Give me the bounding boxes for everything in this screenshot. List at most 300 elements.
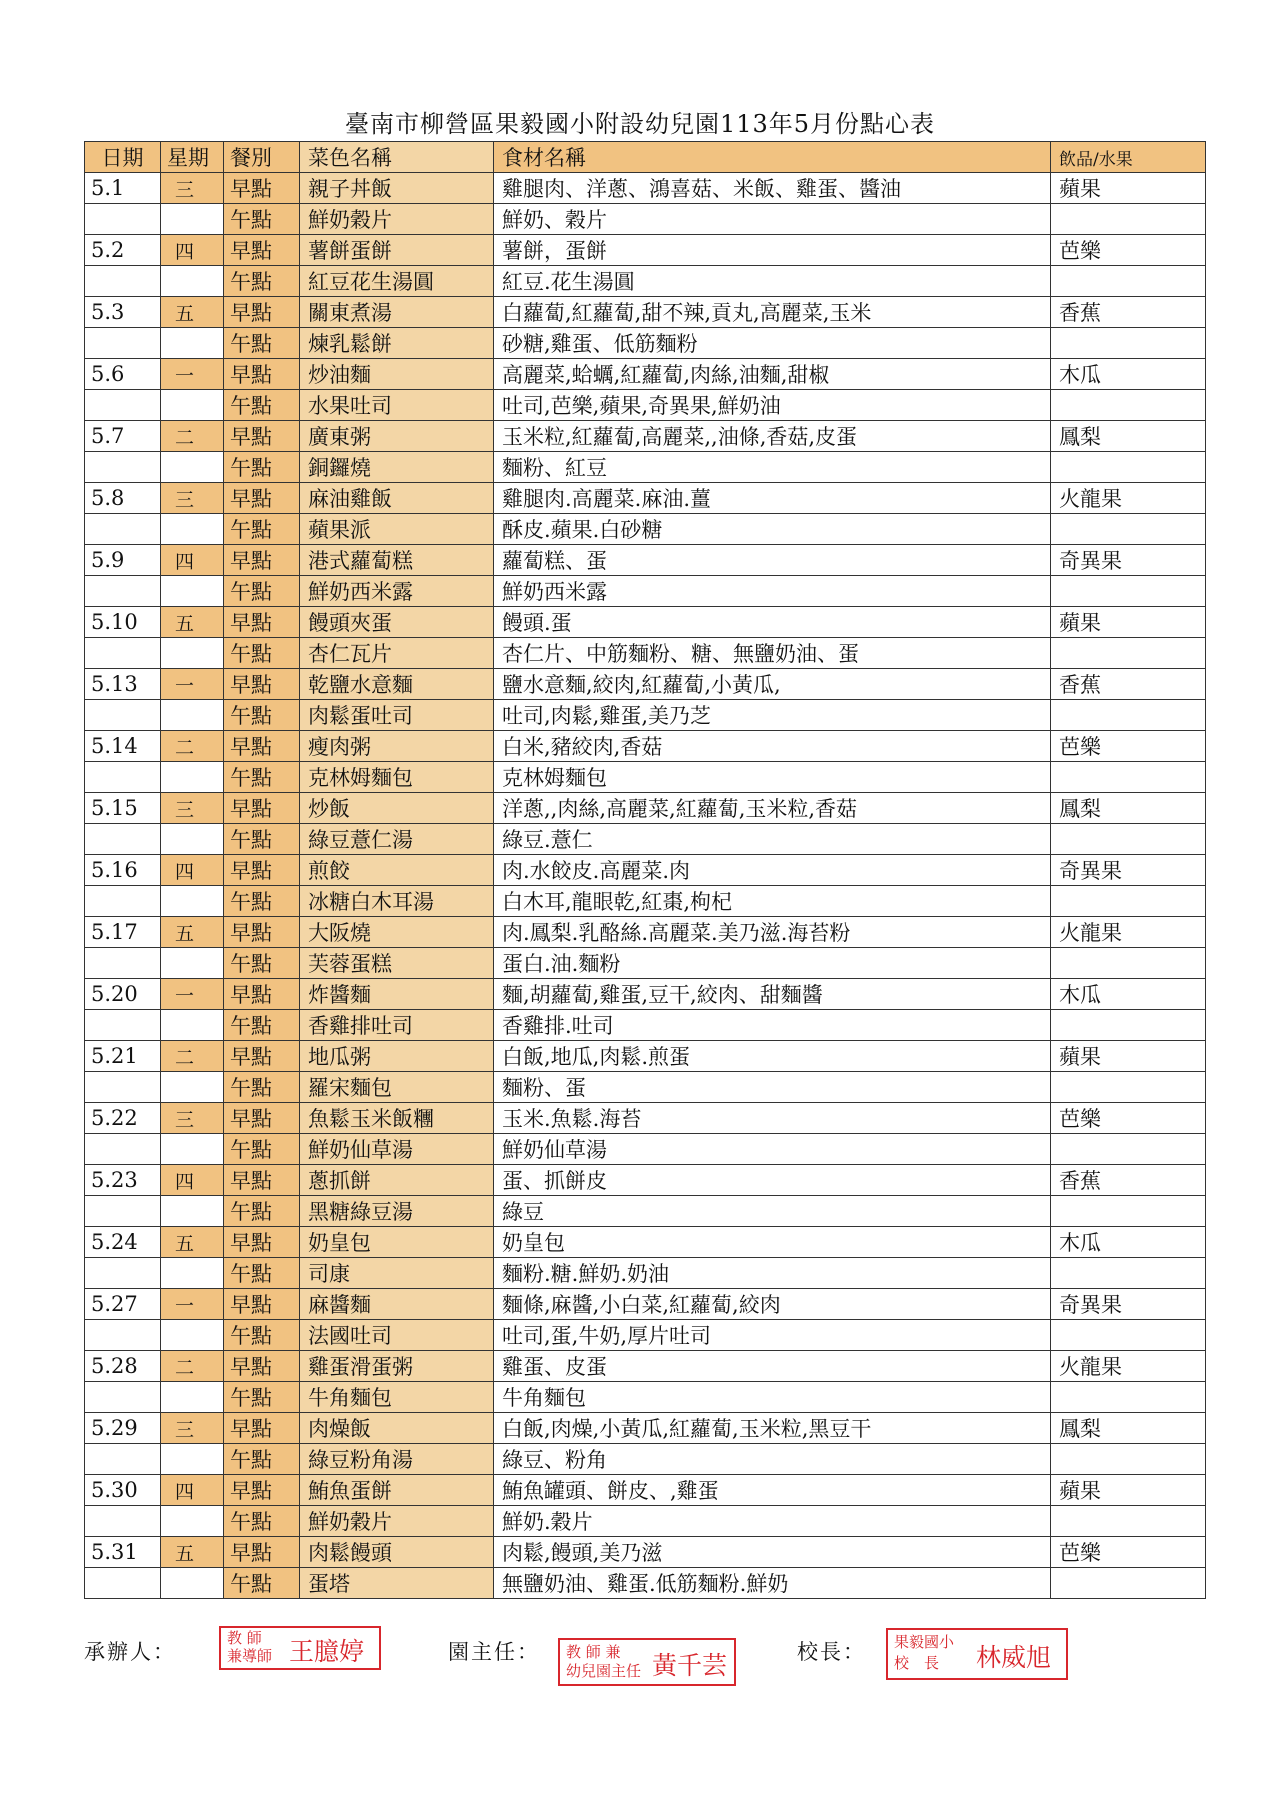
date-cell [85,204,161,235]
handler-seal-stamp [219,1626,381,1670]
ingredients-cell: 酥皮.蘋果.白砂糖 [494,514,1051,545]
date-cell: 5.23 [85,1165,161,1196]
meal-cell: 午點 [224,266,300,297]
fruit-cell: 火龍果 [1051,1351,1206,1382]
weekday-cell [161,762,224,793]
meal-cell: 早點 [224,1413,300,1444]
table-row [85,1475,1206,1506]
weekday-cell: 四 [161,855,224,886]
dish-cell: 肉鬆饅頭 [300,1537,494,1568]
dish-cell: 克林姆麵包 [300,762,494,793]
table-row [85,731,1206,762]
fruit-cell [1051,700,1206,731]
table-row [85,1103,1206,1134]
ingredients-cell: 肉鬆,饅頭,美乃滋 [494,1537,1051,1568]
date-cell [85,514,161,545]
date-cell: 5.10 [85,607,161,638]
ingredients-cell: 無鹽奶油、雞蛋.低筋麵粉.鮮奶 [494,1568,1051,1599]
weekday-cell: 三 [161,1413,224,1444]
ingredients-cell: 雞腿肉、洋蔥、鴻喜菇、米飯、雞蛋、醬油 [494,173,1051,204]
meal-cell: 早點 [224,1041,300,1072]
fruit-cell: 木瓜 [1051,359,1206,390]
fruit-cell [1051,762,1206,793]
meal-cell: 午點 [224,1382,300,1413]
dish-cell: 蛋塔 [300,1568,494,1599]
dish-cell: 肉燥飯 [300,1413,494,1444]
ingredients-cell: 鮮奶西米露 [494,576,1051,607]
weekday-cell [161,1258,224,1289]
dish-cell: 瘦肉粥 [300,731,494,762]
table-row [85,886,1206,917]
table-row [85,1506,1206,1537]
date-cell [85,328,161,359]
date-cell [85,1382,161,1413]
fruit-cell [1051,328,1206,359]
dish-cell: 鮪魚蛋餅 [300,1475,494,1506]
weekday-cell: 二 [161,731,224,762]
dish-cell: 紅豆花生湯圓 [300,266,494,297]
weekday-cell [161,700,224,731]
date-cell [85,1506,161,1537]
meal-cell: 早點 [224,669,300,700]
date-cell [85,700,161,731]
ingredients-cell: 吐司,蛋,牛奶,厚片吐司 [494,1320,1051,1351]
meal-cell: 早點 [224,731,300,762]
table-row [85,1537,1206,1568]
fruit-cell [1051,886,1206,917]
ingredients-cell: 肉.鳳梨.乳酪絲.高麗菜.美乃滋.海苔粉 [494,917,1051,948]
table-row [85,204,1206,235]
table-row [85,545,1206,576]
dish-cell: 煎餃 [300,855,494,886]
date-cell: 5.30 [85,1475,161,1506]
ingredients-cell: 饅頭.蛋 [494,607,1051,638]
date-cell [85,886,161,917]
dish-cell: 薯餅蛋餅 [300,235,494,266]
weekday-cell [161,452,224,483]
date-cell: 5.29 [85,1413,161,1444]
dish-cell: 大阪燒 [300,917,494,948]
meal-cell: 午點 [224,1072,300,1103]
dish-cell: 關東煮湯 [300,297,494,328]
meal-cell: 早點 [224,297,300,328]
weekday-cell: 一 [161,669,224,700]
header-drink-fruit: 飲品/水果 [1051,142,1206,173]
ingredients-cell: 洋蔥,,肉絲,高麗菜,紅蘿蔔,玉米粒,香菇 [494,793,1051,824]
meal-cell: 早點 [224,235,300,266]
weekday-cell: 四 [161,1475,224,1506]
date-cell: 5.6 [85,359,161,390]
fruit-cell: 蘋果 [1051,173,1206,204]
meal-cell: 早點 [224,917,300,948]
meal-cell: 午點 [224,762,300,793]
weekday-cell: 三 [161,483,224,514]
ingredients-cell: 鮮奶仙草湯 [494,1134,1051,1165]
meal-cell: 午點 [224,1258,300,1289]
meal-cell: 早點 [224,1103,300,1134]
dish-cell: 肉鬆蛋吐司 [300,700,494,731]
stamp-title-line1: 教 師 [227,1629,262,1647]
fruit-cell: 鳳梨 [1051,793,1206,824]
meal-cell: 早點 [224,855,300,886]
dish-cell: 杏仁瓦片 [300,638,494,669]
meal-cell: 午點 [224,1196,300,1227]
table-row [85,576,1206,607]
weekday-cell [161,514,224,545]
fruit-cell: 芭樂 [1051,731,1206,762]
ingredients-cell: 薯餅，蛋餅 [494,235,1051,266]
table-row [85,917,1206,948]
date-cell [85,1320,161,1351]
table-row [85,1196,1206,1227]
dish-cell: 綠豆薏仁湯 [300,824,494,855]
weekday-cell [161,1320,224,1351]
fruit-cell: 香蕉 [1051,1165,1206,1196]
date-cell: 5.3 [85,297,161,328]
fruit-cell: 奇異果 [1051,855,1206,886]
dish-cell: 芙蓉蛋糕 [300,948,494,979]
meal-cell: 早點 [224,483,300,514]
weekday-cell [161,204,224,235]
date-cell [85,1258,161,1289]
stamp-title-line2: 校 長 [894,1654,940,1672]
ingredients-cell: 麵粉.糖.鮮奶.奶油 [494,1258,1051,1289]
weekday-cell [161,1010,224,1041]
handler-label: 承辦人： [84,1640,176,1664]
weekday-cell [161,266,224,297]
weekday-cell: 二 [161,1041,224,1072]
dish-cell: 司康 [300,1258,494,1289]
dish-cell: 鮮奶穀片 [300,1506,494,1537]
meal-cell: 早點 [224,173,300,204]
date-cell: 5.15 [85,793,161,824]
meal-cell: 午點 [224,452,300,483]
fruit-cell: 奇異果 [1051,1289,1206,1320]
meal-cell: 早點 [224,1475,300,1506]
weekday-cell: 三 [161,1103,224,1134]
ingredients-cell: 蘿蔔糕、蛋 [494,545,1051,576]
date-cell [85,1010,161,1041]
dish-cell: 黑糖綠豆湯 [300,1196,494,1227]
fruit-cell: 鳳梨 [1051,421,1206,452]
table-row [85,793,1206,824]
dish-cell: 麻醬麵 [300,1289,494,1320]
meal-cell: 午點 [224,576,300,607]
ingredients-cell: 牛角麵包 [494,1382,1051,1413]
dish-cell: 廣東粥 [300,421,494,452]
meal-cell: 早點 [224,421,300,452]
fruit-cell: 木瓜 [1051,979,1206,1010]
dish-cell: 親子丼飯 [300,173,494,204]
table-body [85,173,1206,1599]
ingredients-cell: 克林姆麵包 [494,762,1051,793]
weekday-cell [161,824,224,855]
meal-cell: 午點 [224,1320,300,1351]
fruit-cell [1051,514,1206,545]
date-cell: 5.17 [85,917,161,948]
table-row [85,607,1206,638]
meal-cell: 午點 [224,390,300,421]
dish-cell: 炒油麵 [300,359,494,390]
table-row [85,638,1206,669]
director-label: 園主任： [448,1640,540,1664]
table-row [85,1072,1206,1103]
date-cell: 5.13 [85,669,161,700]
date-cell: 5.24 [85,1227,161,1258]
table-row [85,1041,1206,1072]
meal-cell: 早點 [224,1289,300,1320]
weekday-cell [161,886,224,917]
ingredients-cell: 吐司,肉鬆,雞蛋,美乃芝 [494,700,1051,731]
table-row [85,1227,1206,1258]
fruit-cell [1051,204,1206,235]
fruit-cell: 蘋果 [1051,607,1206,638]
weekday-cell [161,1072,224,1103]
ingredients-cell: 鹽水意麵,絞肉,紅蘿蔔,小黃瓜, [494,669,1051,700]
stamp-title-line2: 兼導師 [227,1647,273,1665]
fruit-cell [1051,1568,1206,1599]
meal-cell: 午點 [224,204,300,235]
fruit-cell: 芭樂 [1051,1103,1206,1134]
dish-cell: 雞蛋滑蛋粥 [300,1351,494,1382]
ingredients-cell: 紅豆.花生湯圓 [494,266,1051,297]
fruit-cell: 芭樂 [1051,235,1206,266]
weekday-cell [161,328,224,359]
weekday-cell [161,1506,224,1537]
table-row [85,1382,1206,1413]
date-cell [85,266,161,297]
ingredients-cell: 白米,豬絞肉,香菇 [494,731,1051,762]
dish-cell: 蔥抓餅 [300,1165,494,1196]
ingredients-cell: 雞腿肉.高麗菜.麻油.薑 [494,483,1051,514]
dish-cell: 乾鹽水意麵 [300,669,494,700]
table-row [85,514,1206,545]
weekday-cell: 二 [161,421,224,452]
weekday-cell: 五 [161,607,224,638]
ingredients-cell: 香雞排.吐司 [494,1010,1051,1041]
page-title: 臺南市柳營區果毅國小附設幼兒園113年5月份點心表 [344,110,936,138]
table-row [85,359,1206,390]
weekday-cell: 四 [161,1165,224,1196]
table-row [85,948,1206,979]
fruit-cell [1051,576,1206,607]
fruit-cell: 奇異果 [1051,545,1206,576]
weekday-cell: 五 [161,1227,224,1258]
weekday-cell: 一 [161,1289,224,1320]
meal-cell: 午點 [224,948,300,979]
meal-cell: 午點 [224,1444,300,1475]
date-cell: 5.9 [85,545,161,576]
fruit-cell [1051,1010,1206,1041]
ingredients-cell: 綠豆、粉角 [494,1444,1051,1475]
table-row [85,328,1206,359]
ingredients-cell: 雞蛋、皮蛋 [494,1351,1051,1382]
dish-cell: 港式蘿蔔糕 [300,545,494,576]
fruit-cell [1051,948,1206,979]
weekday-cell [161,1196,224,1227]
date-cell: 5.31 [85,1537,161,1568]
fruit-cell [1051,1072,1206,1103]
meal-cell: 午點 [224,1568,300,1599]
stamp-name: 王臆婷 [289,1637,365,1666]
meal-cell: 午點 [224,328,300,359]
ingredients-cell: 蛋、抓餅皮 [494,1165,1051,1196]
ingredients-cell: 白飯,地瓜,肉鬆.煎蛋 [494,1041,1051,1072]
weekday-cell: 二 [161,1351,224,1382]
dish-cell: 奶皇包 [300,1227,494,1258]
fruit-cell [1051,452,1206,483]
table-row [85,266,1206,297]
table-row [85,235,1206,266]
ingredients-cell: 白飯,肉燥,小黃瓜,紅蘿蔔,玉米粒,黑豆干 [494,1413,1051,1444]
meal-cell: 早點 [224,545,300,576]
meal-cell: 早點 [224,359,300,390]
director-seal-stamp [558,1638,736,1686]
ingredients-cell: 麵,胡蘿蔔,雞蛋,豆干,絞肉、甜麵醬 [494,979,1051,1010]
fruit-cell [1051,1444,1206,1475]
meal-cell: 早點 [224,1165,300,1196]
date-cell [85,390,161,421]
table-row [85,1010,1206,1041]
weekday-cell [161,576,224,607]
fruit-cell [1051,1382,1206,1413]
ingredients-cell: 高麗菜,蛤蠣,紅蘿蔔,肉絲,油麵,甜椒 [494,359,1051,390]
fruit-cell: 芭樂 [1051,1537,1206,1568]
table-row [85,1289,1206,1320]
table-row [85,452,1206,483]
snack-menu-table [84,141,1206,1599]
dish-cell: 法國吐司 [300,1320,494,1351]
dish-cell: 地瓜粥 [300,1041,494,1072]
dish-cell: 羅宋麵包 [300,1072,494,1103]
date-cell: 5.21 [85,1041,161,1072]
stamp-title-line2: 幼兒園主任 [566,1662,642,1680]
weekday-cell: 四 [161,545,224,576]
fruit-cell [1051,1134,1206,1165]
stamp-title-line1: 教 師 兼 [566,1643,621,1661]
fruit-cell [1051,1320,1206,1351]
table-row [85,1258,1206,1289]
ingredients-cell: 砂糖,雞蛋、低筋麵粉 [494,328,1051,359]
weekday-cell [161,1134,224,1165]
date-cell [85,1196,161,1227]
fruit-cell [1051,266,1206,297]
dish-cell: 鮮奶仙草湯 [300,1134,494,1165]
meal-cell: 午點 [224,1010,300,1041]
dish-cell: 蘋果派 [300,514,494,545]
ingredients-cell: 鮮奶、穀片 [494,204,1051,235]
weekday-cell [161,948,224,979]
principal-seal-stamp [886,1628,1068,1680]
meal-cell: 早點 [224,793,300,824]
date-cell [85,762,161,793]
weekday-cell [161,1568,224,1599]
date-cell [85,638,161,669]
meal-cell: 午點 [224,824,300,855]
table-row [85,1444,1206,1475]
dish-cell: 魚鬆玉米飯糰 [300,1103,494,1134]
weekday-cell: 三 [161,793,224,824]
table-row [85,421,1206,452]
ingredients-cell: 鮪魚罐頭、餅皮、,雞蛋 [494,1475,1051,1506]
table-row [85,1134,1206,1165]
date-cell [85,1568,161,1599]
meal-cell: 午點 [224,1134,300,1165]
ingredients-cell: 綠豆.薏仁 [494,824,1051,855]
meal-cell: 午點 [224,638,300,669]
table-row [85,297,1206,328]
weekday-cell: 一 [161,359,224,390]
principal-label: 校長： [797,1640,866,1664]
date-cell: 5.20 [85,979,161,1010]
dish-cell: 綠豆粉角湯 [300,1444,494,1475]
stamp-name: 黃千芸 [652,1651,728,1680]
date-cell [85,1134,161,1165]
date-cell: 5.7 [85,421,161,452]
meal-cell: 午點 [224,700,300,731]
weekday-cell [161,1382,224,1413]
table-row [85,1568,1206,1599]
meal-cell: 早點 [224,1537,300,1568]
table-row [85,390,1206,421]
header-dish: 菜色名稱 [300,142,494,173]
date-cell [85,1444,161,1475]
dish-cell: 香雞排吐司 [300,1010,494,1041]
dish-cell: 鮮奶西米露 [300,576,494,607]
table-row [85,669,1206,700]
table-row [85,1320,1206,1351]
meal-cell: 早點 [224,1227,300,1258]
fruit-cell: 蘋果 [1051,1475,1206,1506]
table-row [85,979,1206,1010]
date-cell [85,824,161,855]
fruit-cell [1051,1196,1206,1227]
ingredients-cell: 麵粉、蛋 [494,1072,1051,1103]
weekday-cell: 五 [161,1537,224,1568]
dish-cell: 麻油雞飯 [300,483,494,514]
meal-cell: 早點 [224,607,300,638]
ingredients-cell: 麵粉、紅豆 [494,452,1051,483]
table-row [85,1165,1206,1196]
fruit-cell [1051,824,1206,855]
table-row [85,824,1206,855]
ingredients-cell: 杏仁片、中筋麵粉、糖、無鹽奶油、蛋 [494,638,1051,669]
dish-cell: 冰糖白木耳湯 [300,886,494,917]
date-cell [85,948,161,979]
dish-cell: 饅頭夾蛋 [300,607,494,638]
dish-cell: 炒飯 [300,793,494,824]
table-row [85,855,1206,886]
fruit-cell: 蘋果 [1051,1041,1206,1072]
meal-cell: 午點 [224,886,300,917]
table-row [85,1413,1206,1444]
stamp-title-line1: 果毅國小 [894,1633,955,1651]
ingredients-cell: 綠豆 [494,1196,1051,1227]
meal-cell: 午點 [224,1506,300,1537]
signature-footer [0,1620,1280,1740]
header-date: 日期 [85,142,161,173]
header-ingredients: 食材名稱 [494,142,1051,173]
date-cell [85,576,161,607]
dish-cell: 銅鑼燒 [300,452,494,483]
fruit-cell: 火龍果 [1051,483,1206,514]
weekday-cell: 五 [161,297,224,328]
meal-cell: 早點 [224,979,300,1010]
date-cell: 5.22 [85,1103,161,1134]
dish-cell: 炸醬麵 [300,979,494,1010]
table-header-row [85,142,1206,173]
fruit-cell [1051,638,1206,669]
